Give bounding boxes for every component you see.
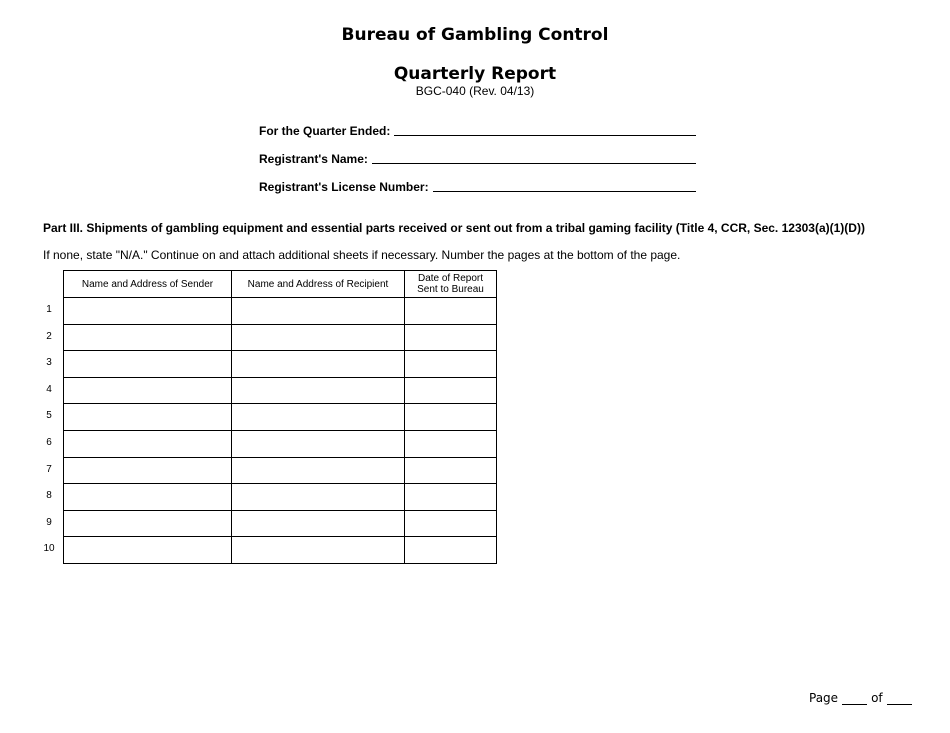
column-header-recipient: Name and Address of Recipient bbox=[232, 271, 405, 298]
sender-cell[interactable] bbox=[64, 298, 232, 325]
recipient-cell[interactable] bbox=[232, 484, 405, 511]
license-number-label: Registrant's License Number: bbox=[259, 180, 429, 194]
row-number: 1 bbox=[46, 304, 52, 315]
date-cell[interactable] bbox=[405, 404, 497, 431]
part-heading: Part III. Shipments of gambling equipment and essential parts received or sent out from a tribal gaming facility (Title 4, CCR, Sec. 12303(a)(1)(D)) bbox=[43, 221, 865, 235]
sender-cell[interactable] bbox=[64, 377, 232, 404]
of-label: of bbox=[871, 691, 883, 705]
recipient-cell[interactable] bbox=[232, 298, 405, 325]
form-code: BGC-040 (Rev. 04/13) bbox=[415, 84, 535, 98]
sender-cell[interactable] bbox=[64, 430, 232, 457]
instructions-text: If none, state "N/A." Continue on and attach additional sheets if necessary. Number the pages at the bottom of the page. bbox=[43, 248, 681, 262]
recipient-cell[interactable] bbox=[232, 324, 405, 351]
sender-cell[interactable] bbox=[64, 404, 232, 431]
row-number: 4 bbox=[46, 383, 52, 395]
recipient-cell[interactable] bbox=[232, 510, 405, 537]
column-header-date-line1: Date of Report bbox=[417, 273, 484, 284]
date-cell[interactable] bbox=[405, 510, 497, 537]
row-number: 10 bbox=[43, 543, 55, 555]
row-number: 5 bbox=[46, 410, 52, 422]
date-cell[interactable] bbox=[405, 377, 497, 404]
sender-cell[interactable] bbox=[64, 537, 232, 564]
date-cell[interactable] bbox=[405, 298, 497, 325]
quarter-ended-field bbox=[259, 124, 696, 138]
page-total-blank[interactable] bbox=[887, 692, 912, 705]
table-row bbox=[64, 510, 497, 537]
recipient-cell[interactable] bbox=[232, 457, 405, 484]
table-row bbox=[64, 298, 497, 325]
date-cell[interactable] bbox=[405, 537, 497, 564]
table-row bbox=[64, 404, 497, 431]
quarter-ended-label: For the Quarter Ended: bbox=[259, 124, 391, 138]
row-number: 3 bbox=[46, 357, 52, 369]
row-number: 7 bbox=[46, 463, 52, 475]
table-row bbox=[64, 537, 497, 564]
sender-cell[interactable] bbox=[64, 457, 232, 484]
column-header-date bbox=[405, 271, 497, 298]
column-header-sender: Name and Address of Sender bbox=[64, 271, 232, 298]
sender-cell[interactable] bbox=[64, 324, 232, 351]
registrant-name-field bbox=[259, 152, 696, 166]
table-header-row bbox=[64, 271, 497, 298]
row-number: 8 bbox=[46, 490, 52, 502]
recipient-cell[interactable] bbox=[232, 404, 405, 431]
row-number: 2 bbox=[46, 330, 52, 342]
table-row bbox=[64, 430, 497, 457]
quarter-ended-input-line[interactable] bbox=[394, 125, 696, 136]
row-number-column bbox=[36, 297, 62, 563]
date-cell[interactable] bbox=[405, 457, 497, 484]
page-footer bbox=[809, 691, 916, 705]
column-header-date-line2: Sent to Bureau bbox=[417, 284, 484, 295]
registrant-name-input-line[interactable] bbox=[372, 153, 696, 164]
license-number-input-line[interactable] bbox=[433, 181, 696, 192]
registrant-name-label: Registrant's Name: bbox=[259, 152, 368, 166]
sender-cell[interactable] bbox=[64, 510, 232, 537]
table-row bbox=[64, 484, 497, 511]
page-number-blank[interactable] bbox=[842, 692, 867, 705]
recipient-cell[interactable] bbox=[232, 377, 405, 404]
license-number-field bbox=[259, 180, 696, 194]
recipient-cell[interactable] bbox=[232, 537, 405, 564]
date-cell[interactable] bbox=[405, 324, 497, 351]
recipient-cell[interactable] bbox=[232, 351, 405, 378]
table-row bbox=[64, 351, 497, 378]
table-row bbox=[64, 324, 497, 351]
shipments-table bbox=[63, 270, 497, 564]
sender-cell[interactable] bbox=[64, 484, 232, 511]
organization-title: Bureau of Gambling Control bbox=[341, 25, 609, 45]
date-cell[interactable] bbox=[405, 484, 497, 511]
row-number: 6 bbox=[46, 436, 52, 448]
page-label: Page bbox=[809, 691, 839, 705]
table-body bbox=[64, 298, 497, 564]
sender-cell[interactable] bbox=[64, 351, 232, 378]
recipient-cell[interactable] bbox=[232, 430, 405, 457]
date-cell[interactable] bbox=[405, 351, 497, 378]
table-row bbox=[64, 377, 497, 404]
report-title: Quarterly Report bbox=[393, 64, 557, 84]
date-cell[interactable] bbox=[405, 430, 497, 457]
table-row bbox=[64, 457, 497, 484]
row-number: 9 bbox=[46, 516, 52, 528]
